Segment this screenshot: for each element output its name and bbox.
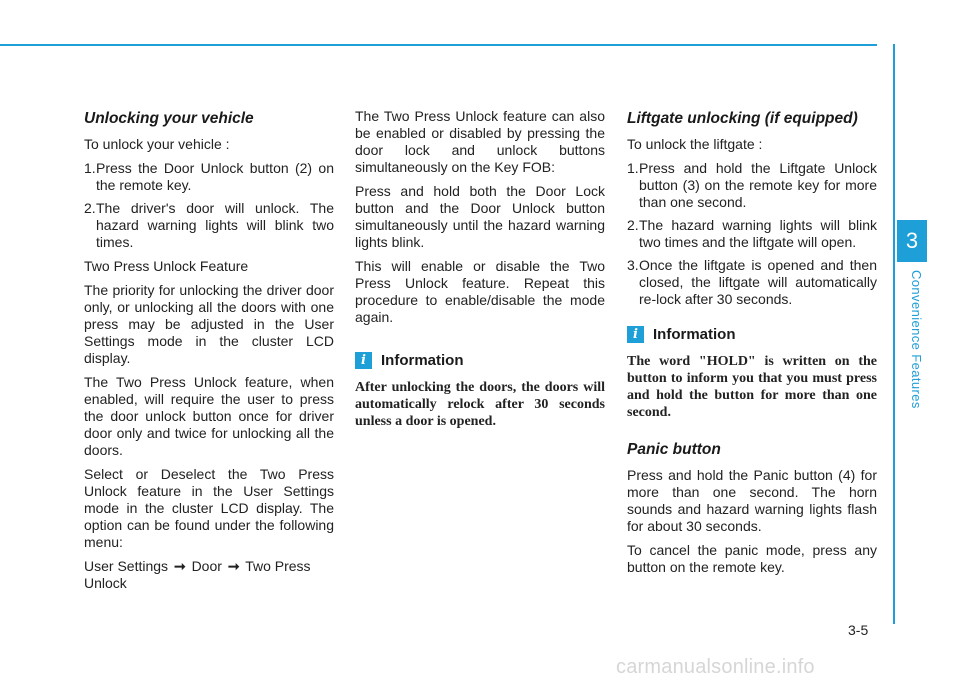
- feature-name: Two Press Unlock Feature: [84, 258, 249, 274]
- paragraph: Press and hold both the Door Lock button and the Door Unlock button simultaneously until the hazard warning lights blink.: [355, 183, 605, 250]
- menu-path: User Settings ➞ Door ➞ Two Press Unlock: [84, 558, 311, 591]
- info-text: After unlocking the doors, the doors will automatically relock after 30 seconds unless a door is opened.: [355, 380, 605, 429]
- paragraph: This will enable or disable the Two Press Unlock feature. Repeat this procedure to enable/disable the mode again.: [355, 258, 605, 325]
- section-heading-panic: Panic button: [627, 441, 721, 458]
- info-heading: [627, 326, 877, 343]
- liftgate-steps: [627, 160, 877, 308]
- arrow-right-icon: ➞: [173, 558, 186, 574]
- unlock-steps: [84, 160, 334, 251]
- info-icon: i: [355, 352, 372, 369]
- paragraph: The priority for unlocking the driver door only, or unlocking all the doors with one press may be adjusted in the User Settings mode in the cluster LCD display.: [84, 282, 334, 366]
- page-number: 3-5: [848, 622, 869, 638]
- step-item: 1. Press and hold the Liftgate Unlock button (3) on the remote key for more than one second.: [627, 160, 877, 210]
- column-2: [355, 108, 605, 430]
- watermark: carmanualsonline.info: [616, 656, 815, 678]
- info-title: Information: [653, 326, 736, 343]
- chapter-number-tab: 3: [897, 220, 927, 262]
- info-title: Information: [381, 352, 464, 369]
- step-item: 2. The hazard warning lights will blink two times and the liftgate will open.: [627, 217, 877, 250]
- step-item: 3. Once the liftgate is opened and then closed, the liftgate will automatically re-lock after 30 seconds.: [627, 257, 877, 307]
- info-heading: [355, 352, 605, 369]
- intro-text: To unlock your vehicle :: [84, 136, 230, 152]
- section-heading-liftgate: Liftgate unlocking (if equipped): [627, 110, 858, 127]
- intro-text: To unlock the liftgate :: [627, 136, 763, 152]
- section-heading-unlocking: Unlocking your vehicle: [84, 110, 254, 127]
- paragraph: Select or Deselect the Two Press Unlock feature in the User Settings mode in the cluster LCD display. The option can be found under the following menu:: [84, 466, 334, 550]
- step-item: 1. Press the Door Unlock button (2) on the remote key.: [84, 160, 334, 193]
- step-item: 2. The driver's door will unlock. The hazard warning lights will blink two times.: [84, 200, 334, 250]
- paragraph: The Two Press Unlock feature, when enabled, will require the user to press the door unlock button once for driver door only and twice for unlocking all the doors.: [84, 374, 334, 458]
- paragraph: Press and hold the Panic button (4) for more than one second. The horn sounds and hazard warning lights flash for about 30 seconds.: [627, 467, 877, 534]
- column-1: [84, 110, 334, 599]
- paragraph: The Two Press Unlock feature can also be enabled or disabled by pressing the door lock and unlock buttons simultaneously on the Key FOB:: [355, 108, 605, 175]
- paragraph: To cancel the panic mode, press any button on the remote key.: [627, 542, 877, 575]
- chapter-title: Convenience Features: [909, 270, 924, 409]
- column-3: [627, 110, 877, 583]
- arrow-right-icon: ➞: [227, 558, 240, 574]
- info-icon: i: [627, 326, 644, 343]
- top-divider: [0, 44, 877, 46]
- info-text: The word "HOLD" is written on the button to inform you that you must press and hold the button for more than one second.: [627, 354, 877, 420]
- side-divider: [893, 44, 895, 624]
